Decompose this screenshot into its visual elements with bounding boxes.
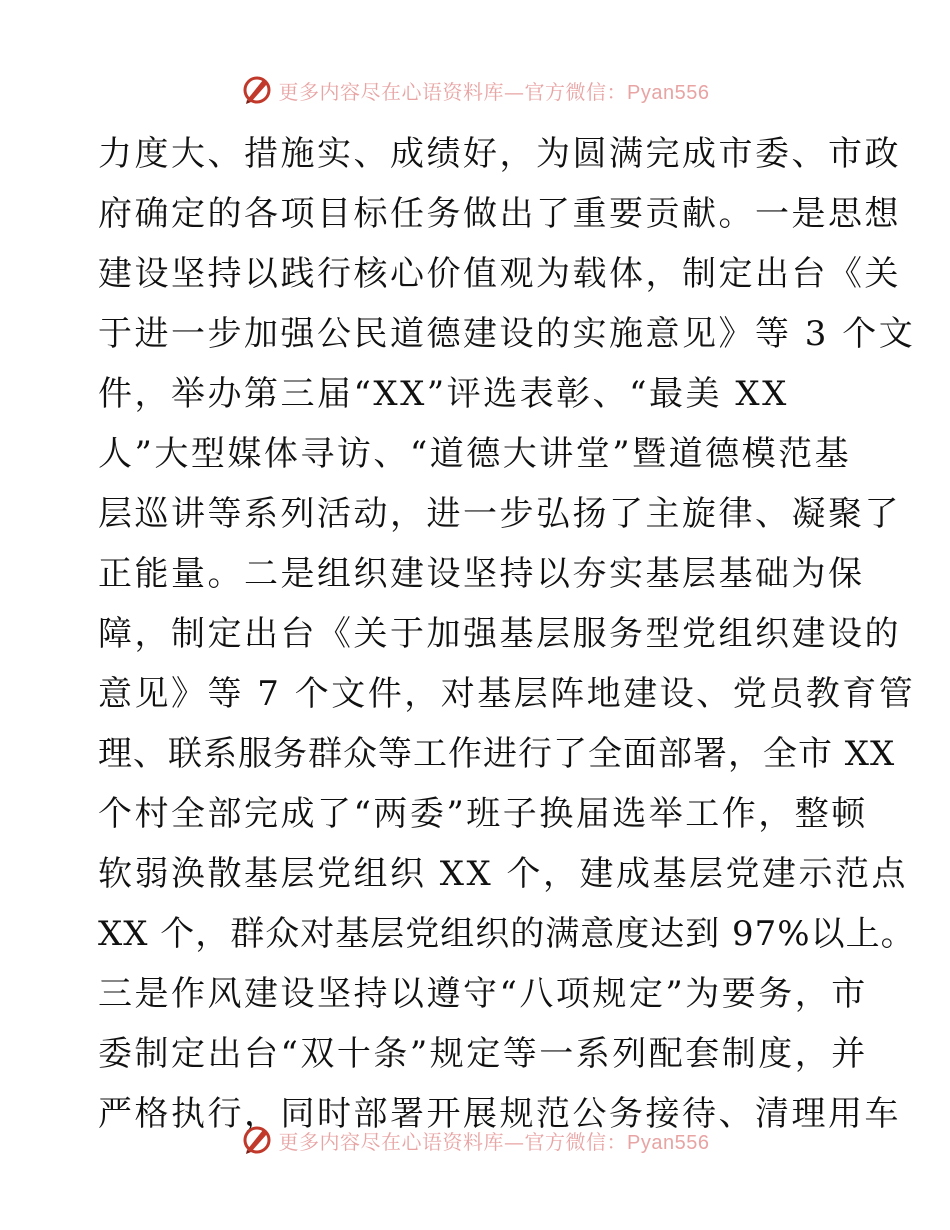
watermark-text-cn: 更多内容尽在心语资料库—官方微信： [278, 79, 628, 104]
text-line: 件，举办第三届“XX”评选表彰、“最美 XX [98, 374, 789, 414]
text-line: 正能量。二是组织建设坚持以夯实基层基础为保 [98, 554, 865, 594]
text-line: 个村全部完成了“两委”班子换届选举工作，整顿 [98, 794, 868, 834]
watermark-wechat-id: Pyan556 [627, 81, 710, 104]
text-line: 建设坚持以践行核心价值观为载体，制定出台《关 [98, 254, 901, 294]
text-line: 人”大型媒体寻访、“道德大讲堂”暨道德模范基 [98, 434, 852, 474]
text-line: XX 个，群众对基层党组织的满意度达到 97%以上。 [98, 914, 916, 954]
text-line: 于进一步加强公民道德建设的实施意见》等 3 个文 [98, 314, 916, 354]
text-line: 软弱涣散基层党组织 XX 个，建成基层党建示范点 [98, 854, 909, 894]
text-line: 意见》等 7 个文件，对基层阵地建设、党员教育管 [98, 674, 916, 714]
watermark-wechat-id: Pyan556 [627, 1131, 710, 1154]
text-line: 严格执行，同时部署开展规范公务接待、清理用车 [98, 1094, 901, 1134]
text-line: 力度大、措施实、成绩好，为圆满完成市委、市政 [98, 134, 901, 174]
header-watermark [0, 70, 950, 110]
text-line: 层巡讲等系列活动，进一步弘扬了主旋律、凝聚了 [98, 494, 901, 534]
text-line: 委制定出台“双十条”规定等一系列配套制度，并 [98, 1034, 868, 1074]
watermark-text-cn: 更多内容尽在心语资料库—官方微信： [278, 1129, 628, 1154]
text-line: 理、联系服务群众等工作进行了全面部署，全市 XX [98, 734, 896, 774]
footer-watermark [0, 1120, 950, 1160]
text-line: 障，制定出台《关于加强基层服务型党组织建设的 [98, 614, 901, 654]
watermark-text [279, 76, 710, 105]
red-pen-circle-logo-icon [241, 1124, 273, 1156]
document-body [98, 124, 916, 1144]
text-line: 三是作风建设坚持以遵守“八项规定”为要务，市 [98, 974, 868, 1014]
red-pen-circle-logo-icon [241, 74, 273, 106]
text-line: 府确定的各项目标任务做出了重要贡献。一是思想 [98, 194, 901, 234]
watermark-text [279, 1126, 710, 1155]
